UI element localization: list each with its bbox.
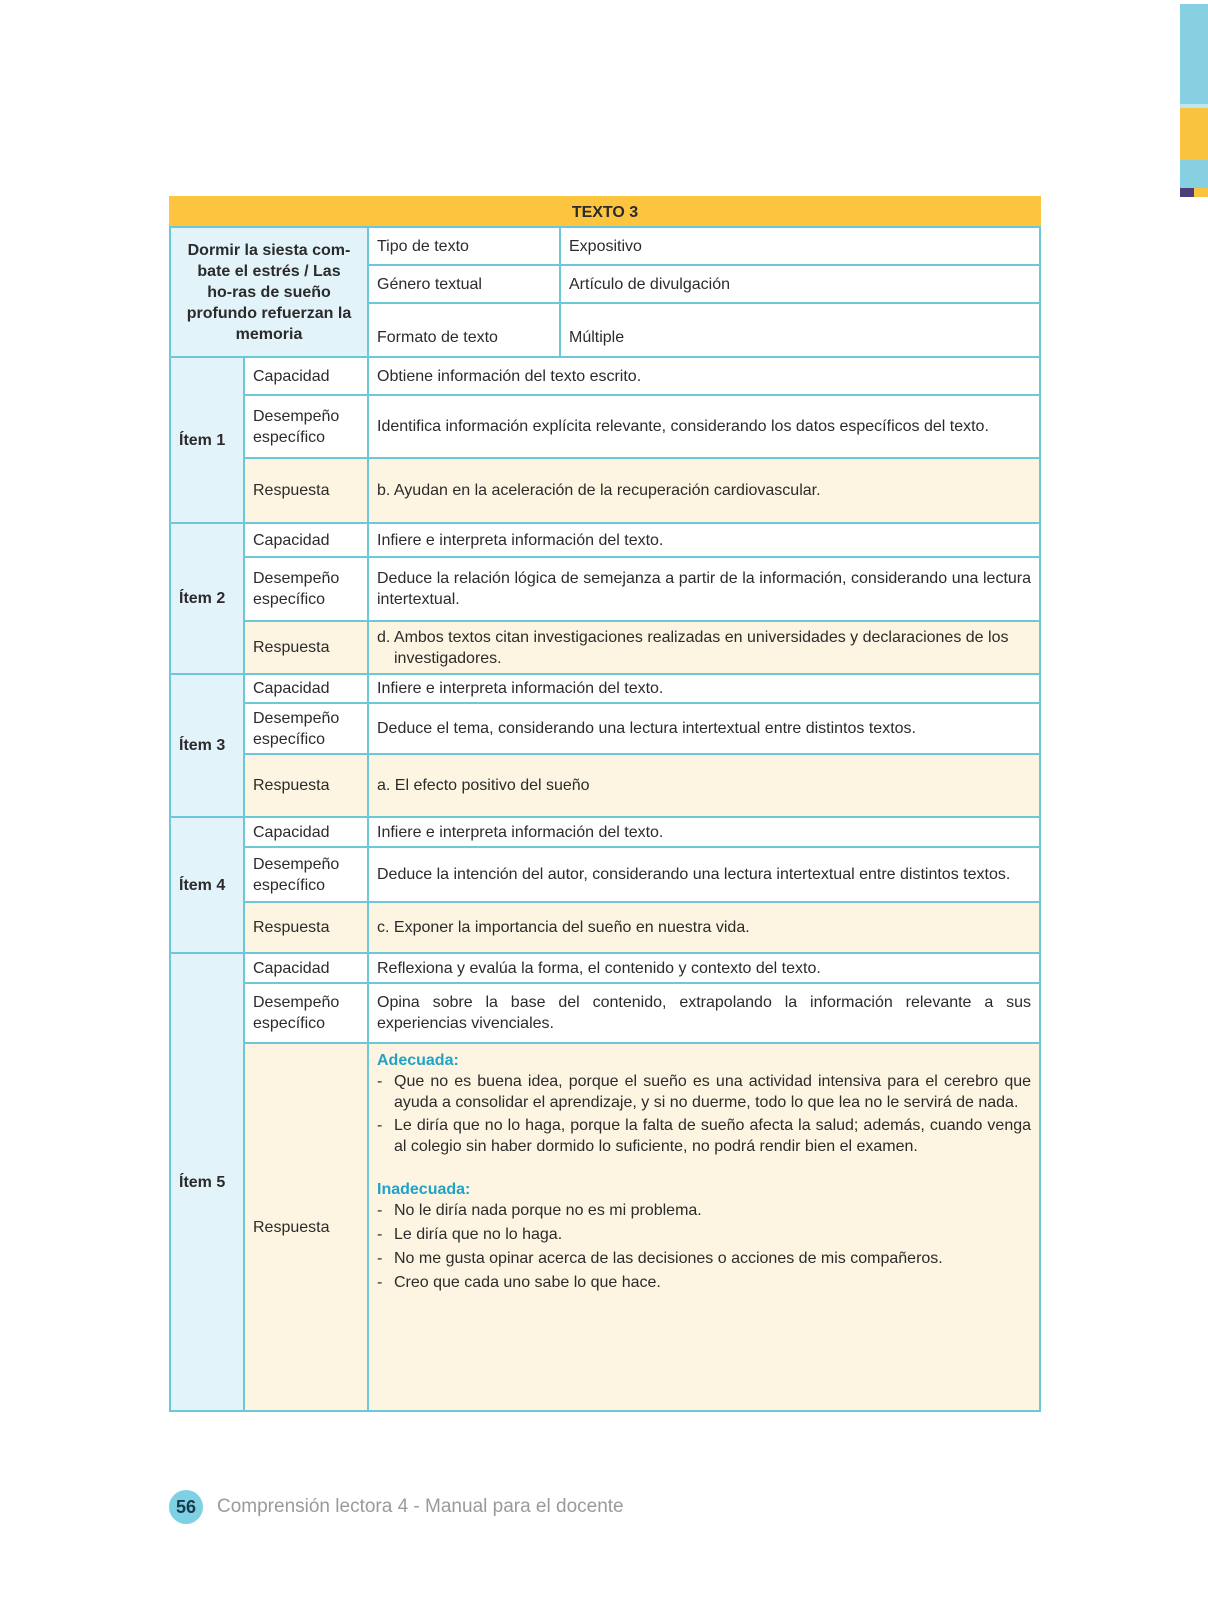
inadecuada-answer: Creo que cada uno sabe lo que hace. — [394, 1274, 661, 1291]
inadecuada-answer: No le diría nada porque no es mi problema. — [394, 1202, 702, 1219]
row-label-capacidad: Capacidad — [244, 817, 368, 847]
table-row — [170, 674, 1040, 703]
table-row — [170, 953, 1040, 983]
row-label-respuesta: Respuesta — [244, 902, 368, 953]
table-row — [170, 983, 1040, 1043]
respuesta-option: d. Ambos textos citan investigaciones realizadas en universidades y declaraciones de los investigadores. — [377, 628, 1009, 667]
table-title: TEXTO 3 — [170, 197, 1040, 227]
inadecuada-label: Inadecuada: — [377, 1181, 471, 1198]
item-label: Ítem 2 — [170, 523, 244, 674]
table-row — [170, 523, 1040, 557]
capacidad-text: Obtiene información del texto escrito. — [368, 357, 1040, 395]
table-row — [170, 458, 1040, 523]
adecuada-label: Adecuada: — [377, 1052, 459, 1069]
row-label-respuesta: Respuesta — [244, 458, 368, 523]
edge-tab-blue — [1180, 4, 1208, 104]
row-label-respuesta: Respuesta — [244, 754, 368, 817]
meta-label: Género textual — [368, 265, 560, 303]
row-label-capacidad: Capacidad — [244, 953, 368, 983]
meta-value: Expositivo — [560, 227, 1040, 265]
table-row — [170, 817, 1040, 847]
table-row — [170, 902, 1040, 953]
desempeno-text: Deduce el tema, considerando una lectura intertextual entre distintos textos. — [368, 703, 1040, 754]
respuesta-text — [368, 1043, 1040, 1411]
list-item: - Creo que cada uno sabe lo que hace. — [377, 1272, 1031, 1293]
list-item: - No le diría nada porque no es mi problema. — [377, 1200, 1031, 1221]
evaluation-table — [169, 196, 1041, 1412]
row-label-desempeno: Desempeño específico — [244, 557, 368, 621]
list-item: - No me gusta opinar acerca de las decisiones o acciones de mis compañeros. — [377, 1248, 1031, 1269]
row-label-desempeno: Desempeño específico — [244, 847, 368, 902]
table-row — [170, 703, 1040, 754]
adecuada-answer: Que no es buena idea, porque el sueño es una actividad intensiva para el cerebro que ayuda a consolidar el aprendizaje, y si no duerme, todo lo que lea no le servirá de nada. — [394, 1073, 1032, 1111]
table-row — [170, 621, 1040, 674]
item-label: Ítem 3 — [170, 674, 244, 817]
edge-mark-purple — [1180, 188, 1194, 197]
table-row — [170, 754, 1040, 817]
row-label-capacidad: Capacidad — [244, 523, 368, 557]
row-label-respuesta: Respuesta — [244, 621, 368, 674]
row-label-capacidad: Capacidad — [244, 357, 368, 395]
inadecuada-answer: Le diría que no lo haga. — [394, 1226, 563, 1243]
edge-tab-blue-2 — [1180, 166, 1208, 188]
table-row — [170, 557, 1040, 621]
page-number: 56 — [169, 1490, 203, 1524]
capacidad-text: Reflexiona y evalúa la forma, el contenido y contexto del texto. — [368, 953, 1040, 983]
edge-tab-yellow — [1180, 108, 1208, 160]
item-label: Ítem 5 — [170, 953, 244, 1411]
row-label-capacidad: Capacidad — [244, 674, 368, 703]
row-label-desempeno: Desempeño específico — [244, 703, 368, 754]
desempeno-text: Identifica información explícita relevante, considerando los datos específicos del texto. — [368, 395, 1040, 458]
desempeno-text: Deduce la intención del autor, considerando una lectura intertextual entre distintos textos. — [368, 847, 1040, 902]
respuesta-text — [368, 621, 1040, 674]
item-label: Ítem 1 — [170, 357, 244, 523]
capacidad-text: Infiere e interpreta información del texto. — [368, 523, 1040, 557]
page-footer — [169, 1490, 624, 1524]
table-row — [170, 1043, 1040, 1411]
meta-value: Múltiple — [560, 303, 1040, 357]
capacidad-text: Infiere e interpreta información del texto. — [368, 674, 1040, 703]
table-header-row — [170, 197, 1040, 227]
edge-mark-yellow — [1194, 188, 1208, 197]
respuesta-text: a. El efecto positivo del sueño — [368, 754, 1040, 817]
desempeno-text: Deduce la relación lógica de semejanza a partir de la información, considerando una lectura intertextual. — [368, 557, 1040, 621]
text-topic: Dormir la siesta com-bate el estrés / Las ho-ras de sueño profundo refuerzan la memoria — [170, 227, 368, 357]
meta-value: Artículo de divulgación — [560, 265, 1040, 303]
meta-label: Tipo de texto — [368, 227, 560, 265]
list-item: - Le diría que no lo haga, porque la falta de sueño afecta la salud; además, cuando venga al colegio sin haber dormido lo suficiente, no podrá rendir bien el examen. — [377, 1117, 1032, 1155]
table-row — [170, 395, 1040, 458]
inadecuada-answer: No me gusta opinar acerca de las decisiones o acciones de mis compañeros. — [394, 1250, 943, 1267]
adecuada-answer: Le diría que no lo haga, porque la falta de sueño afecta la salud; además, cuando venga al colegio sin haber dormido lo suficiente, no podrá rendir bien el examen. — [394, 1117, 1032, 1155]
respuesta-text: c. Exponer la importancia del sueño en nuestra vida. — [368, 902, 1040, 953]
list-item: - Que no es buena idea, porque el sueño es una actividad intensiva para el cerebro que ayuda a consolidar el aprendizaje, y si no duerme, todo lo que lea no le servirá de nada. — [377, 1073, 1032, 1111]
capacidad-text: Infiere e interpreta información del texto. — [368, 817, 1040, 847]
row-label-respuesta: Respuesta — [244, 1043, 368, 1411]
row-label-desempeno: Desempeño específico — [244, 395, 368, 458]
row-label-desempeno: Desempeño específico — [244, 983, 368, 1043]
meta-row — [170, 227, 1040, 265]
footer-title: Comprensión lectora 4 - Manual para el docente — [217, 1496, 624, 1517]
table-row — [170, 847, 1040, 902]
meta-label: Formato de texto — [368, 303, 560, 357]
table-row — [170, 357, 1040, 395]
desempeno-text: Opina sobre la base del contenido, extrapolando la información relevante a sus experiencias vivenciales. — [368, 983, 1040, 1043]
item-label: Ítem 4 — [170, 817, 244, 953]
list-item: - Le diría que no lo haga. — [377, 1224, 1031, 1245]
respuesta-text: b. Ayudan en la aceleración de la recuperación cardiovascular. — [368, 458, 1040, 523]
